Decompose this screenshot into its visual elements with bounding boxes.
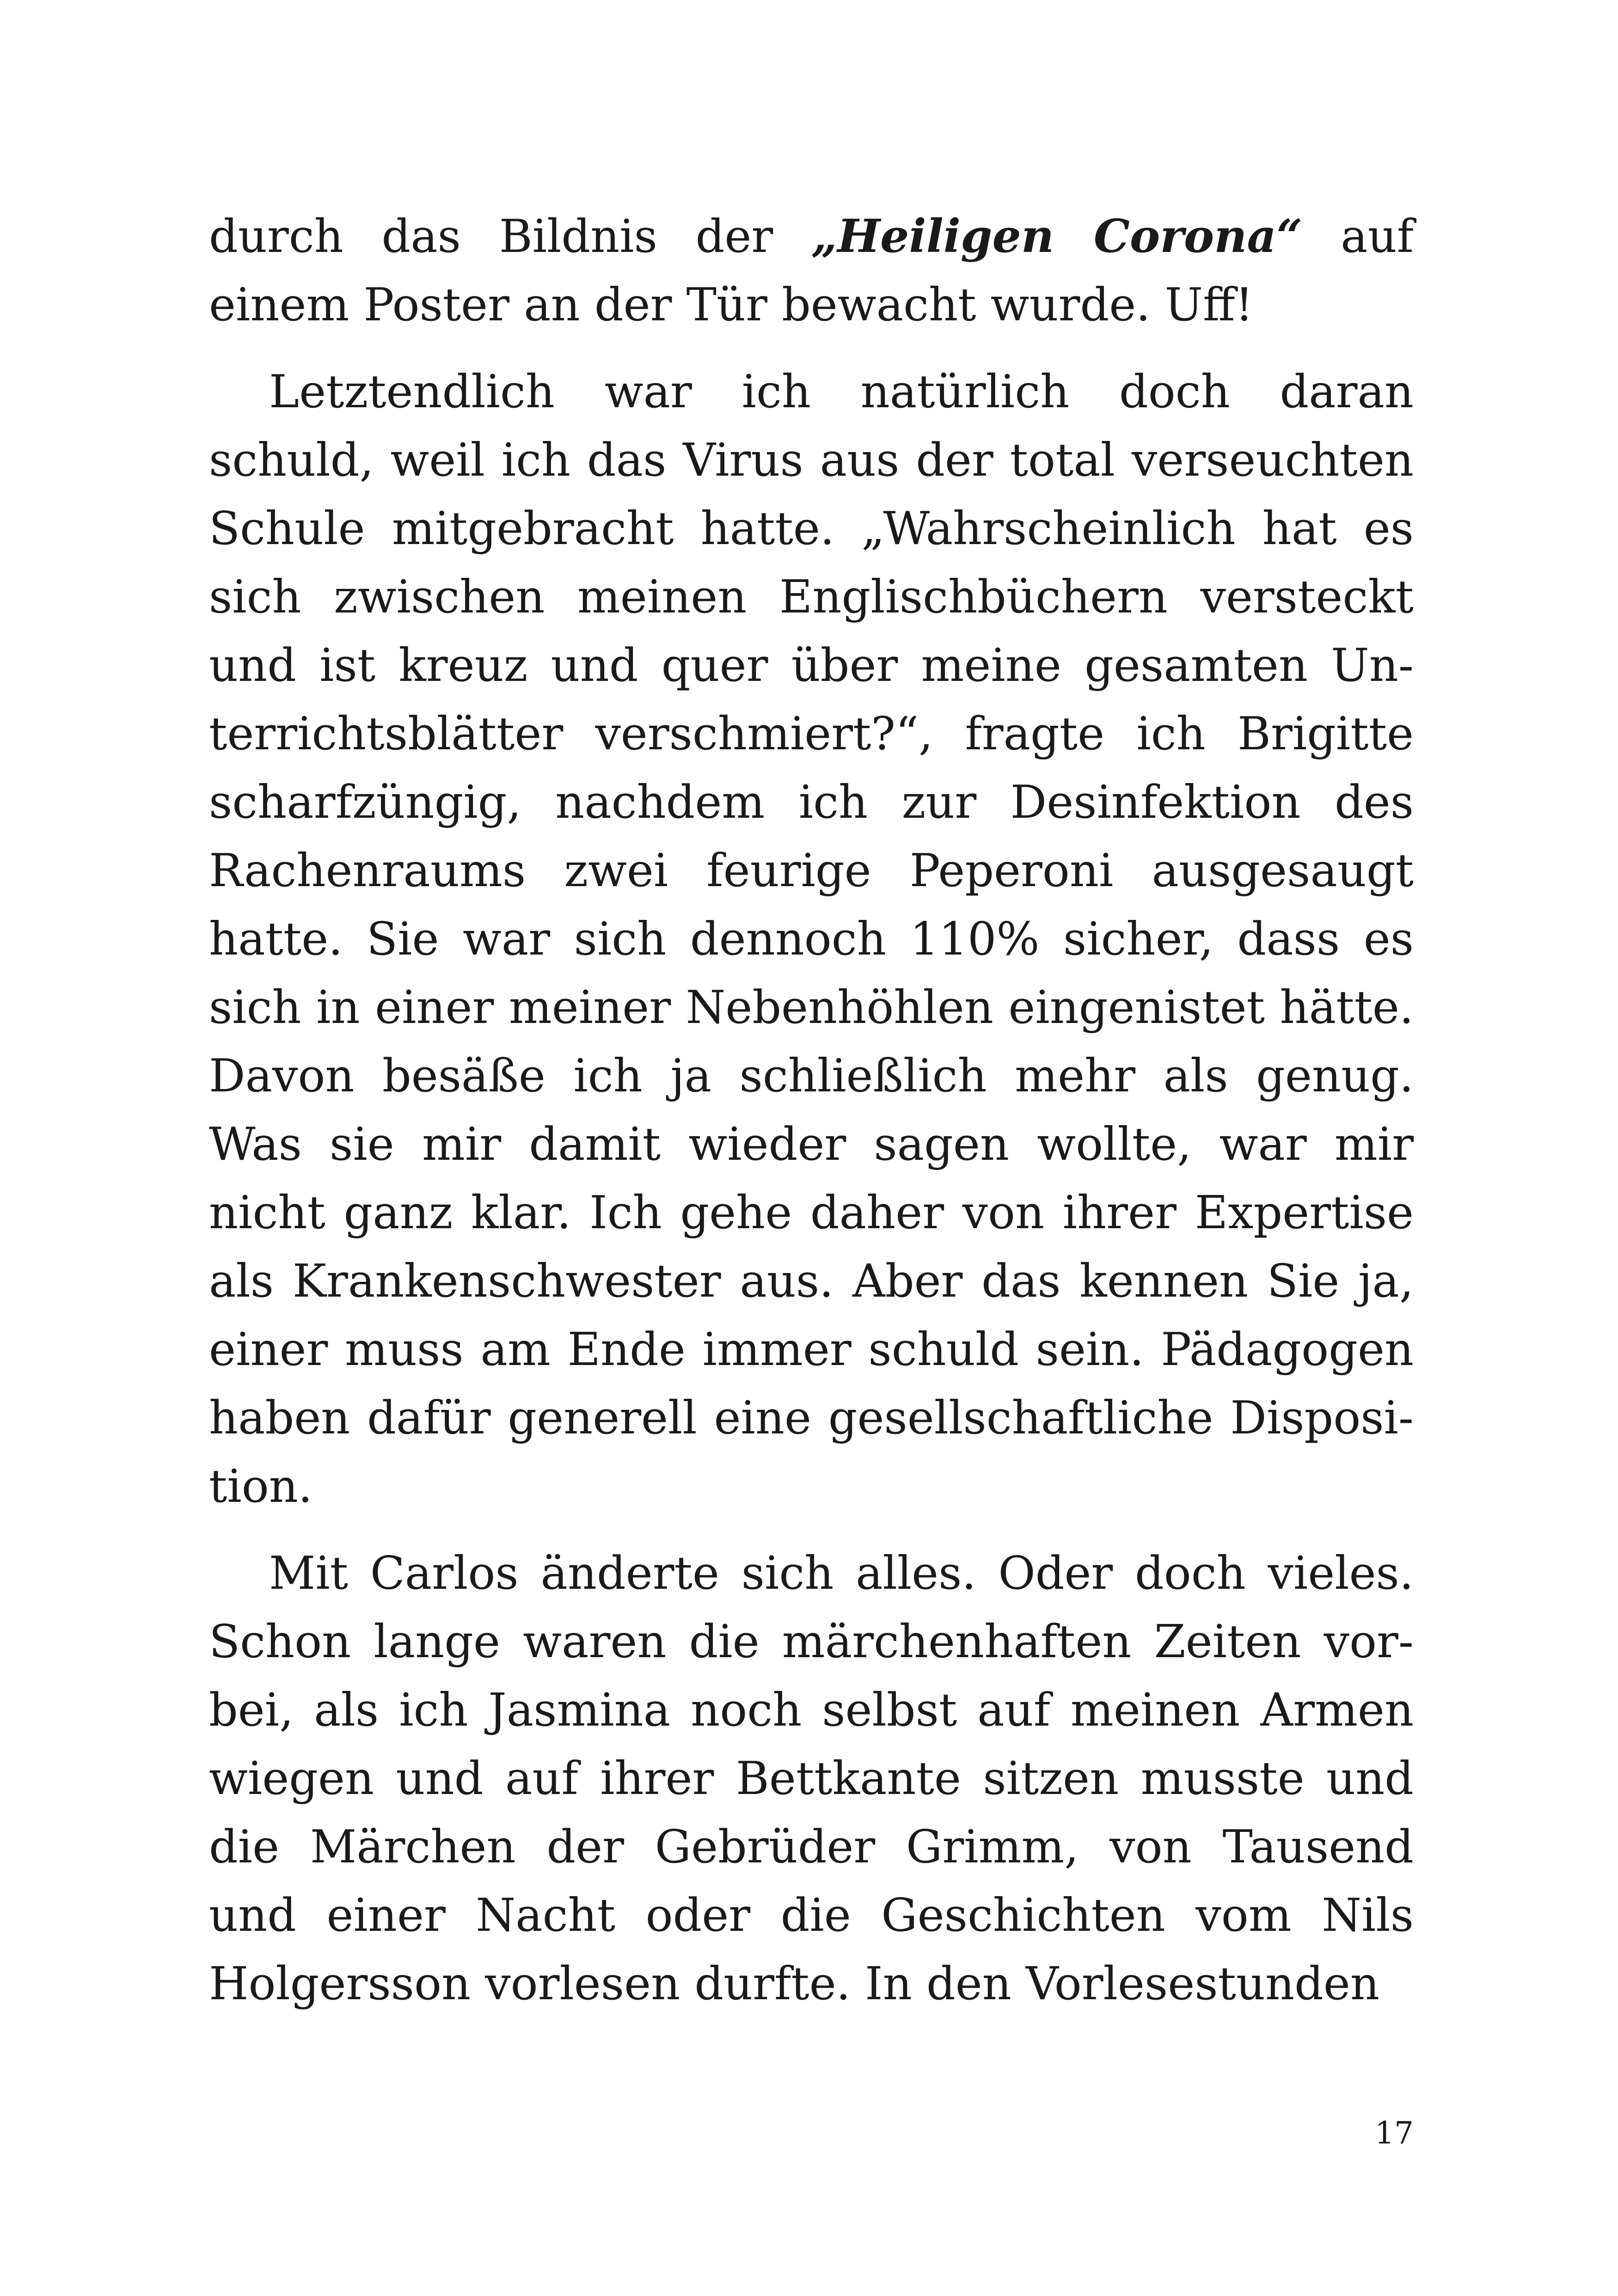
paragraph-1-start: durch das Bildnis der [209,210,812,263]
paragraph-2: Letztendlich war ich natürlich doch daran schuld, weil ich das Virus aus der total verseuchten Schule mitgebracht hatte. „Wahrscheinlich hat es sich zwischen meinen Englischbüchern versteckt und ist kreuz und quer über meine gesamten Unterrichtsblätter verschmiert?“, fragte ich Brigitte scharfzüngig, nachdem ich zur Desinfektion des Rachenraums zwei feurige Peperoni ausgesaugt hatte. Sie war sich dennoch 110% sicher, dass es sich in einer meiner Nebenhöhlen eingenistet hätte. Davon besäße ich ja schließlich mehr als genug. Was sie mir damit wieder sagen wollte, war mir nicht ganz klar. Ich gehe daher von ihrer Expertise als Krankenschwester aus. Aber das kennen Sie ja, einer muss am Ende immer schuld sein. Pädagogen haben dafür generell eine gesellschaftliche Disposition. [209,366,1414,1513]
body-text [209,202,1414,2018]
paragraph-1-end: auf einem Poster an der Tür bewacht wurde. Uff! [209,210,1414,331]
emphasized-title: „Heiligen Corona“ [811,210,1303,263]
paragraph-continued [209,202,1414,339]
page-number: 17 [1375,2115,1414,2151]
paragraph-3: Mit Carlos änderte sich alles. Oder doch vieles. Schon lange waren die märchenhaften Zeiten vorbei, als ich Jasmina noch selbst auf meinen Armen wiegen und auf ihrer Bettkante sitzen musste und die Märchen der Gebrüder Grimm, von Tausend und einer Nacht oder die Geschichten vom Nils Holgersson vorlesen durfte. In den Vorlesestunden [209,1547,1414,2010]
